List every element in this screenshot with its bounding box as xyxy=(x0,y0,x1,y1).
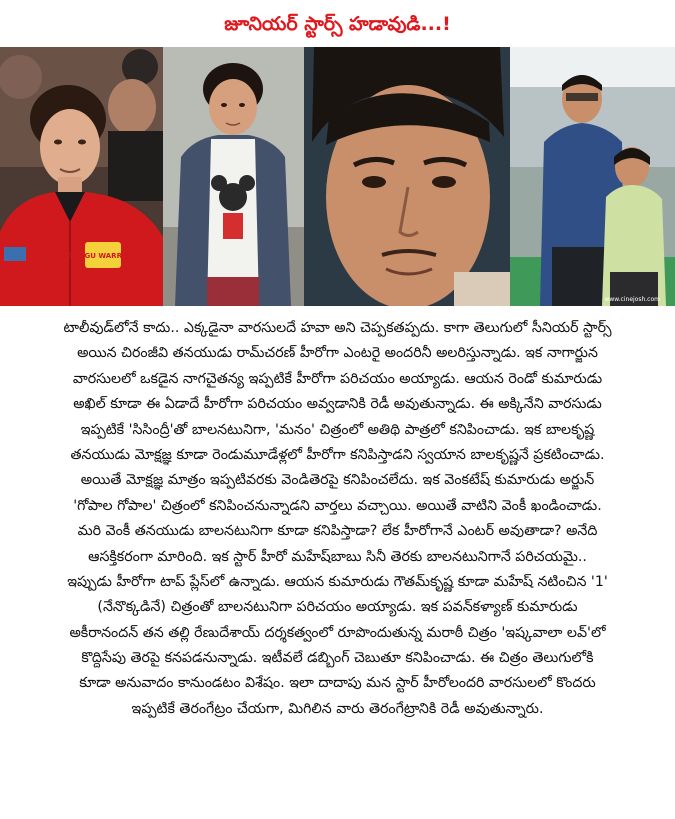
article-line: అకీరానందన్ తన తల్లి రేణుదేశాయ్ దర్శకత్వంలో రూపొందుతున్న మరాఠీ చిత్రం 'ఇష్కవాలా లవ్'లో xyxy=(69,624,606,641)
photo-teen-closeup xyxy=(304,47,510,306)
article-line: ఇప్పటికే తెరంగేట్రం చేయగా, మిగిలిన వారు తెరంగేట్రానికి రెడీ అవుతున్నారు. xyxy=(131,700,544,717)
article-line: మరి వెంకీ తనయుడు బాలనటునిగా కూడా కనిపిస్తాడా? లేక హీరోగానే ఎంటర్ అవుతాడా? అనేది xyxy=(77,523,598,540)
jacket-patch-text: TELUGU WARRIORS xyxy=(65,252,141,260)
photo-actor-and-son xyxy=(510,47,675,306)
article-line: కూడా అనువాదం కానుండటం విశేషం. ఇలా దాదాపు మన స్టార్ హీరోలందరి వారసులలో కొందరు xyxy=(79,675,596,692)
article-line: అయిన చిరంజీవి తనయుడు రామ్‌చరణ్ హీరోగా ఎంటరై అందరినీ అలరిస్తున్నాడు. ఇక నాగార్జున xyxy=(77,345,598,362)
headline: జూనియర్ స్టార్స్ హడావుడి...! xyxy=(224,13,451,35)
article-line: టాలీవుడ్‌లోనే కాదు.. ఎక్కడైనా వారసులదే హవా అని చెప్పకతప్పదు. కాగా తెలుగులో సీనియర్ స్టార్స్ xyxy=(63,320,612,336)
photo-watermark: www.cinejosh.com xyxy=(604,296,660,303)
article-body xyxy=(10,316,665,722)
article-line: అఖిల్ కూడా ఈ ఏడాదే హీరోగా పరిచయం అవ్వడానికి రెడీ అవుతున్నాడు. ఈ అక్కినేని వారసుడు xyxy=(73,396,602,413)
photo-young-actor-red-jacket xyxy=(0,47,163,306)
photo-strip xyxy=(0,47,675,306)
article-line: వారసులలో ఒకడైన నాగచైతన్య ఇప్పటికే హీరోగా పరిచయం అయ్యాడు. ఆయన రెండో కుమారుడు xyxy=(72,370,603,387)
article-line: 'గోపాల గోపాల' చిత్రంలో కనిపించనున్నాడని వార్తలు వచ్చాయి. అయితే వాటిని వెంకీ ఖండించాడు. xyxy=(73,497,602,514)
article-line: తనయుడు మోక్షజ్ఞ కూడా రెండుమూడేళ్లలో హీరోగా కనిపిస్తాడని స్వయాన బాలకృష్ణనే ప్రకటించాడు. xyxy=(70,446,605,463)
article-line: ఆసక్తికరంగా మారింది. ఇక స్టార్ హీరో మహేష్‌బాబు సినీ తెరకు బాలనటునిగానే పరిచయమై.. xyxy=(88,548,587,565)
article-line: ఇప్పటికే 'సిసింద్రీ'తో బాలనటునిగా, 'మనం' చిత్రంలో అతిథి పాత్రలో కనిపించాడు. ఇక బాలకృష్ణ xyxy=(80,421,595,438)
article-line: అయితే మోక్షజ్ఞ మాత్రం ఇప్పటివరకు వెండితెరపై కనిపించలేదు. ఇక వెంకటేష్ కుమారుడు అర్జున్ xyxy=(80,472,595,489)
article-line: ఇప్పుడు హీరోగా టాప్ ప్లేస్‌లో ఉన్నాడు. ఆయన కుమారుడు గౌతమ్‌కృష్ణ కూడా మహేష్ నటించిన '1' xyxy=(67,573,608,590)
photo-child-jacket xyxy=(163,47,304,306)
article-line: కొద్దిసేపు తెరపై కనపడనున్నాడు. ఇటీవలే డబ్బింగ్ చెబుతూ కనిపించాడు. ఈ చిత్రం తెలుగులోకి xyxy=(81,650,594,667)
article-line: (నేనొక్కడినే) చిత్రంతో బాలనటునిగా పరిచయం అయ్యాడు. ఇక పవన్‌కళ్యాణ్ కుమారుడు xyxy=(97,599,578,616)
